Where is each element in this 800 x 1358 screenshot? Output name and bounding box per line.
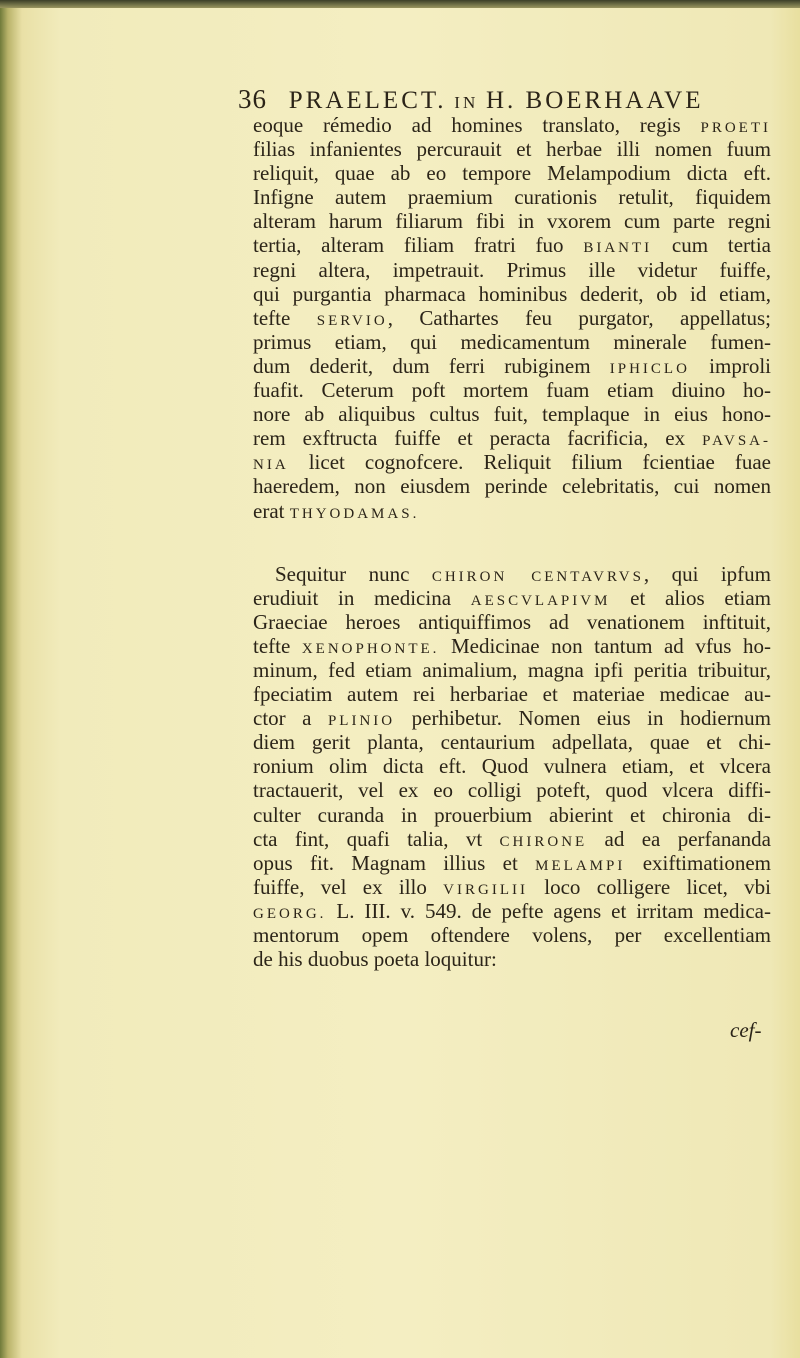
text-line: [253, 233, 771, 257]
text-segment: fuafit. Ceterum poft mortem fuam etiam diuino ho-: [253, 378, 771, 403]
proper-name: XENOPHONTE.: [301, 640, 440, 657]
proper-name: MELAMPI: [535, 857, 626, 874]
text-segment: tefte: [253, 633, 302, 658]
text-line: [253, 610, 771, 634]
text-line: [253, 402, 771, 426]
text-segment: nore ab aliquibus cultus fuit, templaque in eius hono-: [253, 402, 771, 427]
page-number: 36: [238, 84, 267, 114]
running-header: [238, 84, 778, 115]
text-line: [253, 161, 771, 185]
proper-name: THYODAMAS.: [289, 505, 420, 522]
text-line: [253, 586, 771, 610]
text-segment: filias infanientes percurauit et herbae illi nomen fuum: [253, 137, 771, 162]
proper-name: GEORG.: [253, 905, 327, 922]
text-line: [253, 634, 771, 658]
text-segment: haeredem, non eiusdem perinde celebritatis, cui nomen: [253, 474, 771, 499]
text-line: [253, 330, 771, 354]
text-segment: perhibetur. Nomen eius in hodiernum: [395, 706, 771, 731]
text-segment: loco colligere licet, vbi: [527, 874, 771, 899]
text-segment: eoque rémedio ad homines translato, regis: [253, 113, 701, 137]
paragraph-gap: [253, 523, 771, 562]
text-line: [253, 137, 771, 161]
proper-name: CHIRON CENTAVRVS: [431, 568, 644, 585]
text-segment: alteram harum filiarum fibi in vxorem cum parte regni: [253, 209, 771, 234]
proper-name: SERVIO: [316, 312, 388, 329]
text-line: [253, 899, 771, 923]
text-line: [253, 778, 771, 802]
text-segment: Graeciae heroes antiquiffimos ad venationem inftituit,: [253, 609, 771, 634]
text-segment: , Cathartes feu purgator, appellatus;: [387, 305, 771, 330]
text-line: [253, 947, 771, 971]
text-segment: ronium olim dicta eft. Quod vulnera etiam, et vlcera: [253, 754, 771, 779]
text-line: [253, 827, 771, 851]
text-segment: ad ea perfananda: [587, 826, 771, 851]
text-segment: culter curanda in prouerbium abierint et chironia di-: [253, 802, 771, 827]
text-line: [253, 730, 771, 754]
catchword: cef-: [730, 1018, 762, 1042]
page-top-edge: [0, 0, 800, 8]
text-segment: fuiffe, vel ex illo: [253, 874, 444, 899]
text-line: [253, 209, 771, 233]
proper-name: BIANTI: [583, 240, 653, 257]
text-line: [253, 706, 771, 730]
text-line: [253, 258, 771, 282]
header-title: PRAELECT.: [288, 87, 447, 114]
proper-name: PLINIO: [327, 713, 396, 730]
text-line: [253, 113, 771, 137]
text-segment: Medicinae non tantum ad vfus ho-: [439, 633, 771, 658]
text-segment: tractauerit, vel ex eo colligi poteft, quod vlcera diffi-: [253, 778, 771, 803]
text-segment: dum dederit, dum ferri rubiginem: [253, 353, 610, 378]
text-segment: cta fint, quafi talia, vt: [253, 826, 500, 851]
text-line: [253, 851, 771, 875]
text-line: [253, 474, 771, 498]
text-segment: de his duobus poeta loquitur:: [253, 947, 497, 972]
text-line: [253, 354, 771, 378]
proper-name: AESCVLAPIVM: [470, 592, 611, 609]
text-segment: erudiuit in medicina: [253, 585, 471, 610]
text-line: [253, 499, 771, 523]
text-segment: primus etiam, qui medicamentum minerale fumen-: [253, 329, 771, 354]
text-line: [253, 658, 771, 682]
proper-name: PROETI: [700, 120, 771, 136]
proper-name: PAVSA-: [702, 433, 771, 450]
text-line: [253, 682, 771, 706]
proper-name: VIRGILII: [443, 881, 528, 898]
text-segment: licet cognofcere. Reliquit filium fcientiae fuae: [288, 450, 771, 475]
text-segment: minum, fed etiam animalium, magna ipfi peritia tribuitur,: [253, 657, 771, 682]
text-segment: exiftimationem: [625, 850, 771, 875]
body-text: [253, 113, 771, 971]
text-segment: cum tertia: [652, 233, 771, 258]
text-segment: Sequitur nunc: [275, 561, 432, 586]
text-segment: tefte: [253, 305, 317, 330]
text-segment: opus fit. Magnam illius et: [253, 850, 536, 875]
text-segment: Infigne autem praemium curationis retulit, fiquidem: [253, 185, 771, 210]
text-line: [253, 803, 771, 827]
text-segment: reliquit, quae ab eo tempore Melampodium dicta eft.: [253, 161, 771, 186]
proper-name: NIA: [253, 457, 289, 474]
text-line: [253, 875, 771, 899]
text-segment: rem exftructa fuiffe et peracta facrificia, ex: [253, 426, 703, 451]
text-segment: ctor a: [253, 706, 328, 731]
text-segment: fpeciatim autem rei herbariae et materiae medicae au-: [253, 682, 771, 707]
text-segment: , qui ipfum: [643, 561, 771, 586]
text-line: [253, 754, 771, 778]
text-line: [253, 562, 771, 586]
text-segment: erat: [253, 498, 290, 523]
text-segment: diem gerit planta, centaurium adpellata, quae et chi-: [253, 730, 771, 755]
text-segment: improli: [689, 353, 771, 378]
text-segment: tertia, alteram filiam fratri fuo: [253, 233, 584, 258]
proper-name: IPHICLO: [609, 360, 690, 377]
text-line: [253, 450, 771, 474]
text-line: [253, 185, 771, 209]
text-segment: regni altera, impetrauit. Primus ille videtur fuiffe,: [253, 257, 771, 282]
header-author: H. BOERHAAVE: [486, 87, 704, 114]
text-line: [253, 426, 771, 450]
text-line: [253, 282, 771, 306]
text-line: [253, 306, 771, 330]
text-segment: et alios etiam: [610, 585, 771, 610]
text-line: [253, 923, 771, 947]
text-segment: L. III. v. 549. de pefte agens et irritam medica-: [326, 898, 771, 923]
header-in: IN: [454, 93, 479, 112]
proper-name: CHIRONE: [499, 833, 588, 850]
text-segment: qui purgantia pharmaca hominibus dederit, ob id etiam,: [253, 281, 771, 306]
text-line: [253, 378, 771, 402]
text-segment: mentorum opem oftendere volens, per excellentiam: [253, 923, 771, 947]
